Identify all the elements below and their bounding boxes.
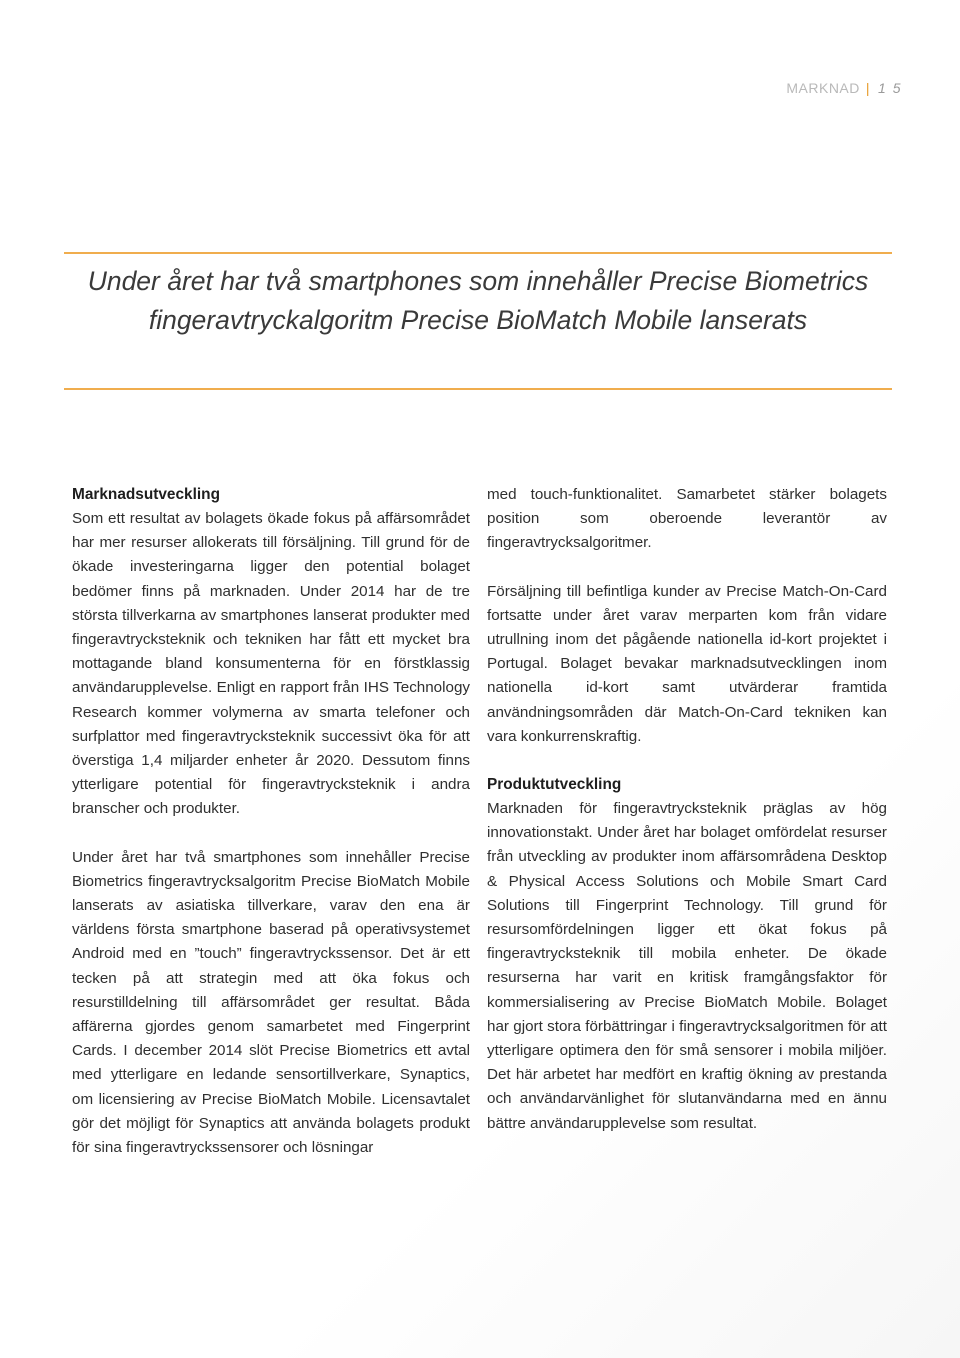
right-paragraph-2: Försäljning till befintliga kunder av Precise Match-On-Card fortsatte under året varav merparten kom från vidare utrullning inom det pågående nationella id-kort projektet i Portugal. Bolaget bevakar marknadsutvecklingen inom nationella id-kort samt utvärderar framtida användningsområden där Match-On-Card tekniken kan vara konkurrenskraftig. [487,582,887,745]
section-label: MARKNAD [786,80,860,96]
left-paragraph-1: Som ett resultat av bolagets ökade fokus på affärsområdet har mer resurser allokerats till försäljning. Till grund för de ökade investeringarna ligger den potential bolaget bedömer finns på marknaden. Under 2014 har de tre största tillverkarna av smartphones lanserat produkter med fingeravtrycksteknik och tekniken har fått ett mycket bra mottagande bland konsumenterna för en förstklassig användarupplevelse. Enligt en rapport från IHS Technology Research kommer volymerna av smarta telefoner och surfplattor med fingeravtrycksteknik successivt öka för att överstiga 1,4 miljarder enheter år 2020. Dessutom finns ytterligare potential för fingeravtrycksteknik i andra branscher och produkter. [72,510,470,818]
left-paragraph-2: Under året har två smartphones som innehåller Precise Biometrics fingeravtrycksalgoritm Precise BioMatch Mobile lanserats av asiatiska tillverkare, varav den ena är världens första smartphone baserad på operativsystemet Android med en ”touch” fingeravtryckssensor. Det är ett tecken på att strategin med att öka fokus och resurstilldelning till affärsområdet ger resultat. Båda affärerna gjordes genom samarbetet med Fingerprint Cards. I december 2014 slöt Precise Biometrics ett avtal med ytterligare en ledande sensortillverkare, Synaptics, om licensiering av Precise BioMatch Mobile. Licensavtalet gör det möjligt för Synaptics att använda bolagets produkt för sina fingeravtryckssensorer och lösningar [72,848,470,1157]
running-header [786,80,902,96]
heading-produktutveckling: Produktutveckling [487,776,622,794]
right-column [487,483,887,1136]
pull-quote-top-rule [64,252,892,254]
page-number: 1 5 [878,80,902,96]
left-column [72,483,470,1160]
heading-marknadsutveckling: Marknadsutveckling [72,486,220,503]
pull-quote: Under året har två smartphones som innehåller Precise Biometrics fingeravtryckalgoritm Precise BioMatch Mobile lanserats [87,266,869,335]
header-separator: | [865,80,871,96]
right-paragraph-1: med touch-funktionalitet. Samarbetet stärker bolagets position som oberoende leverantör av fingeravtrycksalgoritmer. [487,486,887,552]
pull-quote-bottom-rule [64,388,892,390]
right-paragraph-3: Marknaden för fingeravtrycksteknik präglas av hög innovationstakt. Under året har bolaget omfördelat resurser från utveckling av produkter inom affärsområdena Desktop & Physical Access Solutions och Mobile Smart Card Solutions till Fingerprint Technology. Till grund för resursomfördelningen ligger ett ökat fokus på fingeravtrycksteknik till mobila enheter. De ökade resurserna har varit en kritisk framgångsfaktor för kommersialisering av Precise BioMatch Mobile. Bolaget har gjort stora förbättringar i fingeravtrycksalgoritmen för att ytterligare optimera den för små sensorer i mobila miljöer. Det här arbetet har medfört en kraftig ökning av prestanda och användarvänlighet för slutanvändarna med en ännu bättre användarupplevelse som resultat. [487,800,887,1132]
